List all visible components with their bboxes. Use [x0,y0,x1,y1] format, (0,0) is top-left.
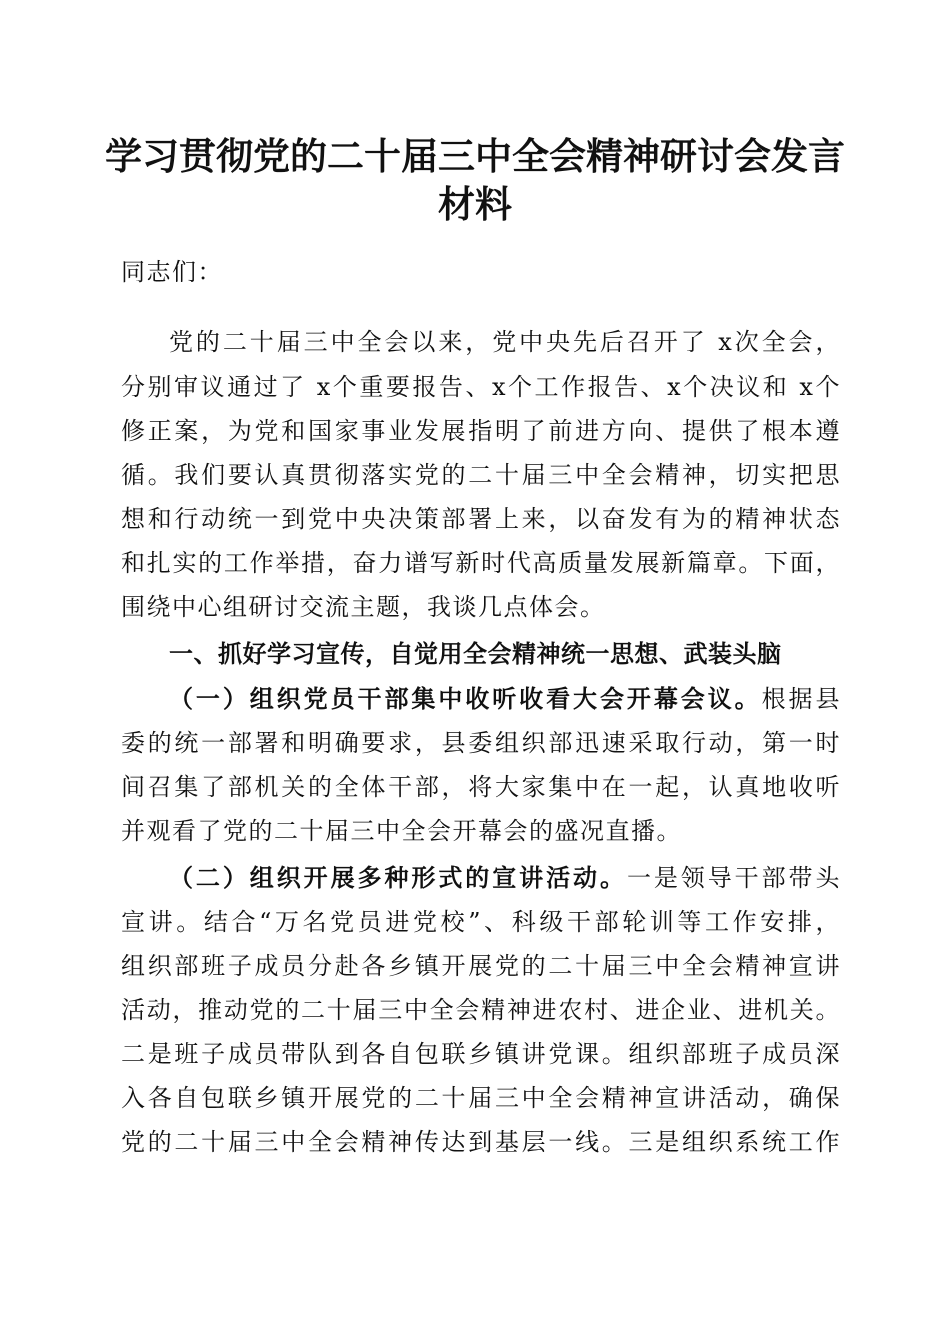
subsection-1-line: 委的统一部署和明确要求，县委组织部迅速采取行动，第一时 [121,729,841,757]
subsection-2-line: 组织部班子成员分赴各乡镇开展党的二十届三中全会精神宣讲 [121,952,841,980]
subsection-2-first-line [169,862,841,894]
subsection-2-text: 一是领导干部带头 [626,864,841,892]
subsection-2-line: 入各自包联乡镇开展党的二十届三中全会精神宣讲活动，确保 [121,1084,841,1112]
paragraph-1-line: 循。我们要认真贯彻落实党的二十届三中全会精神，切实把思 [121,461,841,489]
subsection-1-text: 根据县 [761,685,841,713]
subsection-2-line: 二是班子成员带队到各自包联乡镇讲党课。组织部班子成员深 [121,1040,841,1068]
subsection-2-heading: （二）组织开展多种形式的宣讲活动。 [169,863,627,892]
subsection-1-line: 并观看了党的二十届三中全会开幕会的盛况直播。 [121,817,682,845]
section-heading-1: 一、抓好学习宣传，自觉用全会精神统一思想、武装头脑 [169,640,782,668]
subsection-2-line: 党的二十届三中全会精神传达到基层一线。三是组织系统工作 [121,1128,841,1156]
salutation: 同志们： [121,258,223,286]
paragraph-1-line: 和扎实的工作举措，奋力谱写新时代高质量发展新篇章。下面， [121,549,841,577]
paragraph-1-line: 修正案，为党和国家事业发展指明了前进方向、提供了根本遵 [121,417,841,445]
subsection-2-line: 活动，推动党的二十届三中全会精神进农村、进企业、进机关。 [121,996,841,1024]
paragraph-1-line: 想和行动统一到党中央决策部署上来，以奋发有为的精神状态 [121,505,841,533]
subsection-2-line: 宣讲。结合“万名党员进党校”、科级干部轮训等工作安排， [121,908,841,936]
paragraph-1-line: 党的二十届三中全会以来，党中央先后召开了 x次全会， [169,328,841,356]
subsection-1-line: 间召集了部机关的全体干部，将大家集中在一起，认真地收听 [121,773,841,801]
document-title-line-2: 材料 [438,182,512,226]
paragraph-1-line: 分别审议通过了 x个重要报告、x个工作报告、x个决议和 x个 [121,373,841,401]
subsection-1-heading: （一）组织党员干部集中收听收看大会开幕会议。 [169,684,762,713]
paragraph-1-line: 围绕中心组研讨交流主题，我谈几点体会。 [121,593,606,621]
subsection-1-first-line [169,683,841,715]
document-title-line-1: 学习贯彻党的二十届三中全会精神研讨会发言 [105,134,845,178]
